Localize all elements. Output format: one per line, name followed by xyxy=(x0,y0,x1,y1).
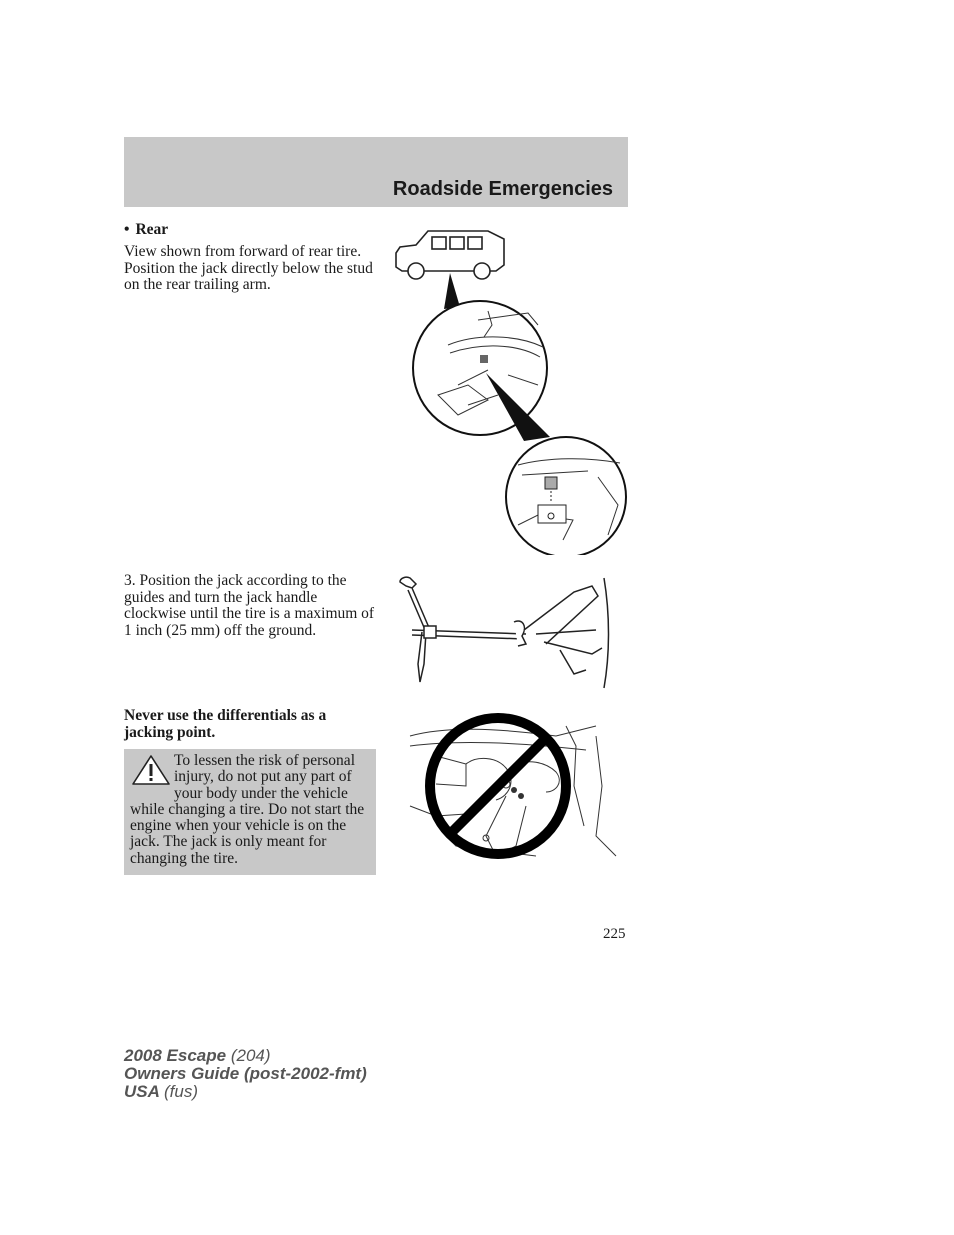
footer-line-1 xyxy=(124,1047,367,1065)
rear-jack-point-illustration xyxy=(388,225,630,555)
detail-circle-small xyxy=(506,437,626,555)
prohibited-icon xyxy=(430,718,566,854)
warning-text: To lessen the risk of personal injury, do not put any part of your body under the vehicle while changing a tire. Do not start the engine when your vehicle is on the jack. The jack is only meant for changing the tire. xyxy=(130,752,365,867)
stud xyxy=(545,477,557,489)
page-number: 225 xyxy=(603,926,626,942)
differential-prohibited-illustration xyxy=(406,706,620,866)
page-title: Roadside Emergencies xyxy=(392,178,613,200)
footer-line-2: Owners Guide (post-2002-fmt) xyxy=(124,1064,367,1083)
warning-box xyxy=(124,749,376,875)
never-differentials-text: Never use the differentials as a jacking point. xyxy=(124,707,327,741)
warning-triangle-icon xyxy=(130,753,172,787)
footer-region: USA xyxy=(124,1082,160,1101)
footer-line-3 xyxy=(124,1083,367,1101)
bullet-dot: • xyxy=(124,221,130,238)
footer-model: 2008 Escape xyxy=(124,1046,227,1065)
footer xyxy=(124,1047,367,1101)
warning-text-wrap xyxy=(130,753,372,867)
footer-model-code: (204) xyxy=(230,1046,271,1065)
pointer-wedge xyxy=(444,273,460,309)
bullet-label: Rear xyxy=(135,221,169,238)
header-band xyxy=(124,137,628,207)
rear-description: View shown from forward of rear tire. Position the jack directly below the stud on the rear trailing arm. xyxy=(124,243,373,294)
bullet-rear xyxy=(124,222,168,239)
jack-handle-illustration xyxy=(396,574,612,690)
step-3-text: 3. Position the jack according to the guides and turn the jack handle clockwise until the tire is a maximum of 1 inch (25 mm) off the ground. xyxy=(124,572,375,639)
vehicle-outline xyxy=(396,231,504,279)
jack-head xyxy=(538,505,566,523)
jack-stud xyxy=(480,355,488,363)
footer-region-code: (fus) xyxy=(164,1082,198,1101)
